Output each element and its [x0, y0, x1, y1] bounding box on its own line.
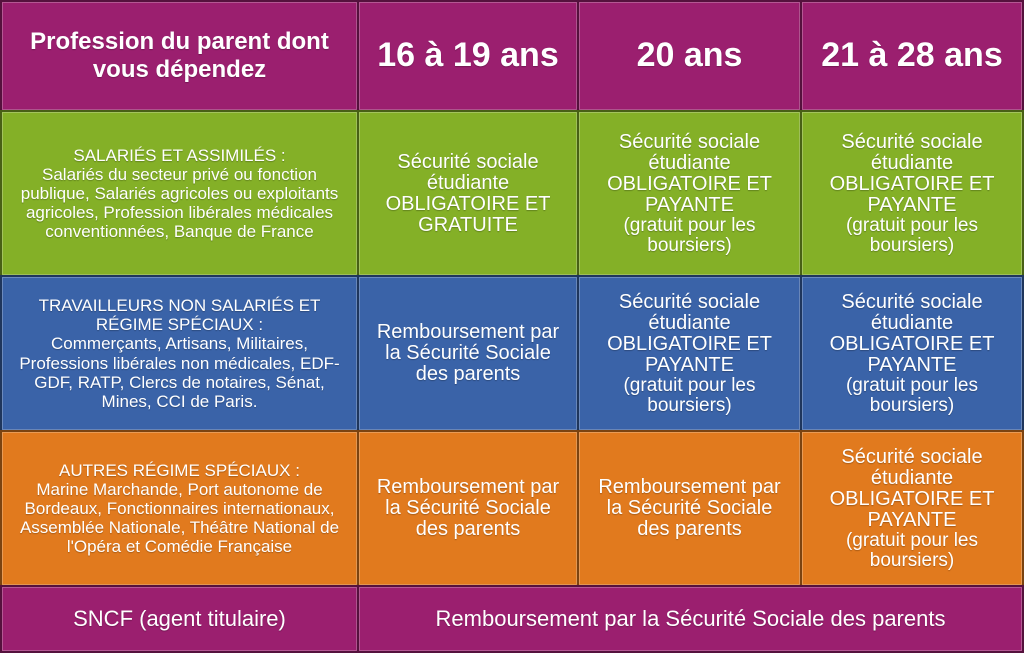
cell-line: (gratuit pour les — [845, 214, 978, 236]
row-non-salaries-title: TRAVAILLEURS NON SALARIÉS ET RÉGIME SPÉCIAUX : — [38, 296, 321, 335]
cell-line: boursiers) — [869, 234, 955, 256]
cell-line: Sécurité sociale — [841, 130, 983, 153]
cell-line: boursiers) — [647, 234, 732, 256]
cell-line: OBLIGATOIRE ET — [829, 332, 995, 355]
cell-line: OBLIGATOIRE ET — [829, 172, 995, 195]
row-autres-profession — [0, 430, 359, 587]
cell-line: des parents — [637, 518, 742, 540]
cell-line: boursiers) — [869, 549, 955, 571]
cell-line: (gratuit pour les — [623, 374, 756, 396]
cell-line: Remboursement par — [598, 476, 781, 498]
row-salaries-21-28 — [800, 110, 1024, 277]
row-sncf-value-text: Remboursement par la Sécurité Sociale des parents — [435, 606, 946, 632]
cell-line: Remboursement par — [376, 321, 560, 343]
cell-line: la Sécurité Sociale — [385, 497, 551, 519]
row-sncf-label: SNCF (agent titulaire) — [73, 606, 286, 632]
cell-line: étudiante — [870, 466, 954, 489]
header-profession — [0, 0, 359, 112]
header-age-20-text: 20 ans — [636, 36, 743, 75]
cell-line: boursiers) — [869, 394, 955, 416]
cell-line: OBLIGATOIRE ET — [829, 487, 995, 510]
header-age-16-19-text: 16 à 19 ans — [377, 36, 559, 75]
cell-line: OBLIGATOIRE ET — [385, 192, 551, 215]
row-non-salaries-21-28 — [800, 275, 1024, 432]
row-autres-16-19 — [357, 430, 579, 587]
cell-line: OBLIGATOIRE ET — [607, 332, 772, 355]
header-age-21-28-text: 21 à 28 ans — [821, 36, 1003, 75]
header-age-16-19 — [357, 0, 579, 112]
row-autres-desc: Marine Marchande, Port autonome de Bordeaux, Fonctionnaires internationaux, Assemblée Nationale, Théâtre National de l'Opéra et Comédie Française — [19, 479, 340, 557]
cell-line: Sécurité sociale — [841, 445, 983, 468]
cell-line: Sécurité sociale — [618, 130, 761, 153]
row-non-salaries-desc: Commerçants, Artisans, Militaires, Professions libérales non médicales, EDF-GDF, RATP, Clercs de notaires, Sénat, Mines, CCI de Paris. — [19, 334, 340, 411]
row-non-salaries-20 — [577, 275, 802, 432]
cell-line: (gratuit pour les — [845, 529, 978, 551]
cell-line: la Sécurité Sociale — [606, 497, 773, 519]
row-autres-20 — [577, 430, 802, 587]
cell-line: Sécurité sociale — [618, 290, 761, 313]
cell-line: PAYANTE — [867, 193, 957, 216]
cell-line: étudiante — [870, 311, 954, 334]
cell-line: Remboursement par — [376, 476, 560, 498]
cell-line: PAYANTE — [645, 353, 734, 376]
cell-line: (gratuit pour les — [623, 214, 756, 236]
header-age-21-28 — [800, 0, 1024, 112]
cell-line: PAYANTE — [867, 508, 957, 531]
cell-line: la Sécurité Sociale — [385, 342, 551, 364]
row-salaries-profession — [0, 110, 359, 277]
cell-line: étudiante — [648, 311, 731, 334]
row-sncf-profession — [0, 585, 359, 653]
cell-line: GRATUITE — [418, 213, 518, 236]
row-salaries-16-19 — [357, 110, 579, 277]
cell-line: étudiante — [870, 151, 954, 174]
header-age-20 — [577, 0, 802, 112]
row-non-salaries-profession — [0, 275, 359, 432]
header-profession-text: Profession du parent dont vous dépendez — [30, 27, 329, 83]
row-salaries-20 — [577, 110, 802, 277]
row-sncf-value — [357, 585, 1024, 653]
cell-line: (gratuit pour les — [845, 374, 978, 396]
row-salaries-title: SALARIÉS ET ASSIMILÉS : — [73, 145, 286, 165]
cell-line: Sécurité sociale — [841, 290, 983, 313]
cell-line: des parents — [415, 518, 521, 540]
cell-line: des parents — [415, 363, 521, 385]
cell-line: étudiante — [648, 151, 731, 174]
row-salaries-desc: Salariés du secteur privé ou fonction publique, Salariés agricoles ou exploitants agricoles, Profession libérales médicales conventionnées, Banque de France — [20, 164, 339, 242]
cell-line: étudiante — [426, 171, 510, 194]
row-autres-title: AUTRES RÉGIME SPÉCIAUX : — [59, 460, 300, 480]
cell-line: PAYANTE — [645, 193, 734, 216]
cell-line: PAYANTE — [867, 353, 957, 376]
row-non-salaries-16-19 — [357, 275, 579, 432]
cell-line: boursiers) — [647, 394, 732, 416]
cell-line: Sécurité sociale — [397, 150, 539, 173]
cell-line: OBLIGATOIRE ET — [607, 172, 772, 195]
row-autres-21-28 — [800, 430, 1024, 587]
